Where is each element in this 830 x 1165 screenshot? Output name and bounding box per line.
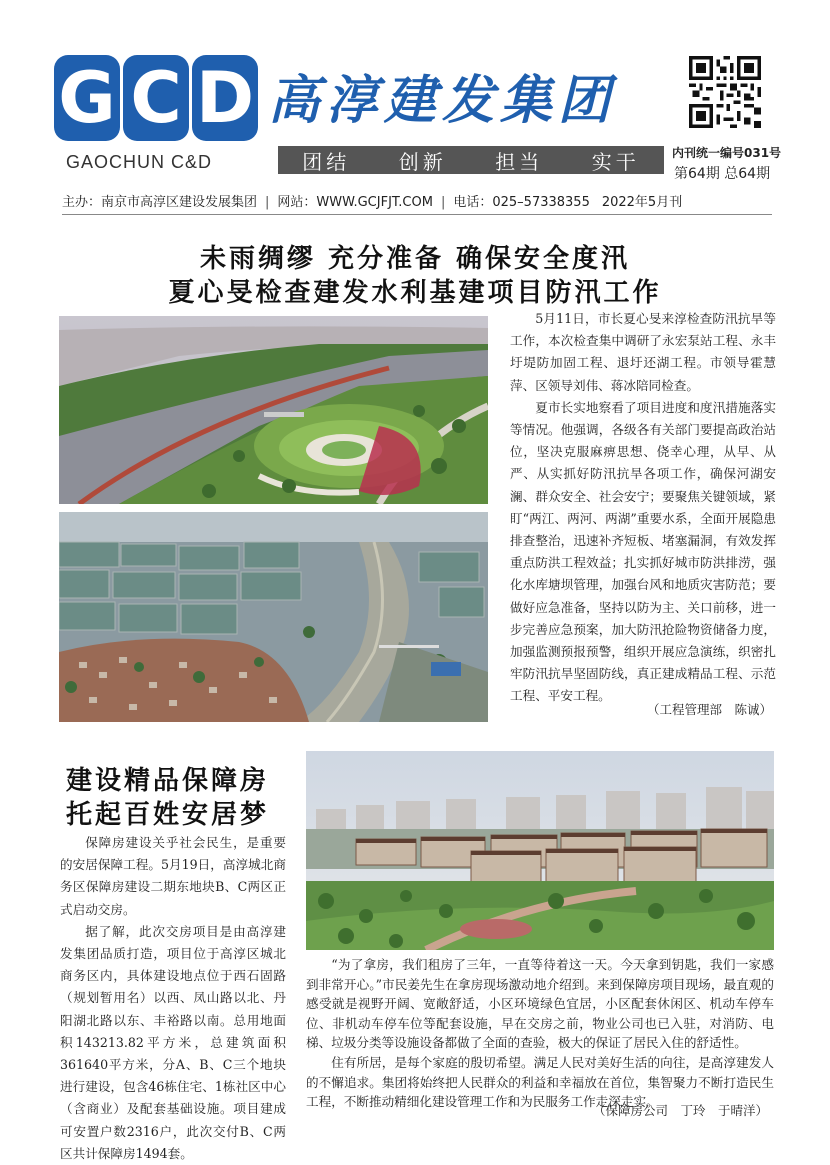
article2-headline-line2: 托起百姓安居梦 [66,800,270,830]
website-link[interactable]: 网站：WWW.GCJFJT.COM [277,195,433,210]
article2-headline-line1: 建设精品保障房 [66,766,270,796]
article2-right-body [306,955,774,1112]
issue-code: 内刊统一编号031号 [672,146,782,160]
issue-date: 2022年5月刊 [601,195,683,210]
article1-paragraph: 5月11日，市长夏心旻来淳检查防汛抗旱等工作，本次检查集中调研了永宏泵站工程、永丰圩堤防加固工程、退圩还湖工程。市领导霍慧萍、区领导刘伟、蒋冰陪同检查。 [510,311,776,393]
slogan-item: 担当 [495,149,544,174]
logo-letter-g: G [54,55,120,141]
header-divider [62,214,772,215]
river-town-aerial-photo [59,512,488,722]
article1-body [510,308,776,708]
phone-text: 电话：025–57338355 [453,195,590,210]
brand-title: 高淳建发集团 [268,70,617,131]
qr-code-icon[interactable] [689,56,761,128]
housing-estate-photo [306,751,774,950]
slogan-item: 创新 [398,149,447,174]
slogan-bar [278,146,664,174]
article1-credit: （工程管理部 陈诚） [646,702,772,717]
logo-english-name: GAOCHUN C&D [66,152,213,172]
slogan-item: 团结 [302,149,351,174]
article1-paragraph: 夏市长实地察看了项目进度和度汛措施落实等情况。他强调，各级各有关部门要提高政治站位，坚决克服麻痹思想、侥幸心理，从早、从严、从实抓好防汛抗旱各项工作，确保河湖安澜、群众安全、社会安宁；要聚焦关键领域，紧盯“两江、两河、两湖”重要水系，全面开展隐患排查整治，迅速补齐短板、堵塞漏洞，有效发挥重点防洪工程效益；扎实抓好城市防洪排涝，强化水库塘坝管理，加强台风和地质灾害防范；要做好应急准备，坚持以防为主、关口前移，进一步完善应急预案，加大防汛抢险物资储备力度，加强监测预报预警，组织开展应急演练，织密扎牢防汛抗旱坚固防线，真正建成精品工程、示范工程、平安工程。 [510,399,776,704]
sponsor-text: 主办：南京市高淳区建设发展集团 [62,195,258,210]
article2-paragraph: 保障房建设关乎社会民生，是重要的安居保障工程。5月19日，高淳城北商务区保障房建设二期东地块B、C两区正式启动交房。 [60,835,286,917]
article2-left-body [60,832,286,1165]
issue-number: 第64期 总64期 [674,166,771,182]
article2-paragraph: “为了拿房，我们租房了三年，一直等待着这一天。今天拿到钥匙，我们一家感到非常开心。”市民姜先生在拿房现场激动地介绍到。来到保障房项目现场，最直观的感受就是视野开阔、宽敞舒适，小区环境绿色宜居，小区配套休闲区、机动车停车位、非机动车停车位等配套设施，早在交房之前，物业公司也已入驻，对消防、电梯、垃圾分类等设施设备都做了全面的查验，极大的保证了居民入住的舒适性。 [306,957,774,1051]
wetland-park-aerial-photo [59,316,488,504]
slogan-item: 实干 [591,149,640,174]
gcd-logo [54,55,258,143]
article2-paragraph: 据了解，此次交房项目是由高淳建发集团品质打造，项目位于高淳区城北商务区内，具体建设地点位于西石固路（规划暂用名）以西、凤山路以北、丹阳湖北路以东、丰裕路以南。总用地面积143213.82平方米，总建筑面积 361640平方米，分A、B、C三个地块进行建设，包含46栋住宅、1栋社区中心（含商业）及配套基础设施。项目建成可安置户数2316户，此次交付B、C两区共计保障房1494套。 [60,923,286,1161]
article1-headline-line1: 未雨绸缪 充分准备 确保安全度汛 [199,244,631,274]
article2-paragraph: 住有所居，是每个家庭的殷切希望。满足人民对美好生活的向往，是高淳建发人的不懈追求。集团将始终把人民群众的利益和幸福放在首位，集智聚力不断打造民生工程，不断推动精细化建设管理工作和为民服务工作走深走实。 [306,1054,774,1110]
publication-info-line: 主办：南京市高淳区建设发展集团 | 网站：WWW.GCJFJT.COM | 电话：025–57338355 2022年5月刊 [62,195,683,210]
article1-headline-line2: 夏心旻检查建发水利基建项目防汛工作 [168,278,662,308]
logo-letter-c: C [123,55,189,141]
article2-credit: （保障房公司 丁玲 于晴洋） [592,1103,768,1118]
logo-letter-d: D [192,55,258,141]
